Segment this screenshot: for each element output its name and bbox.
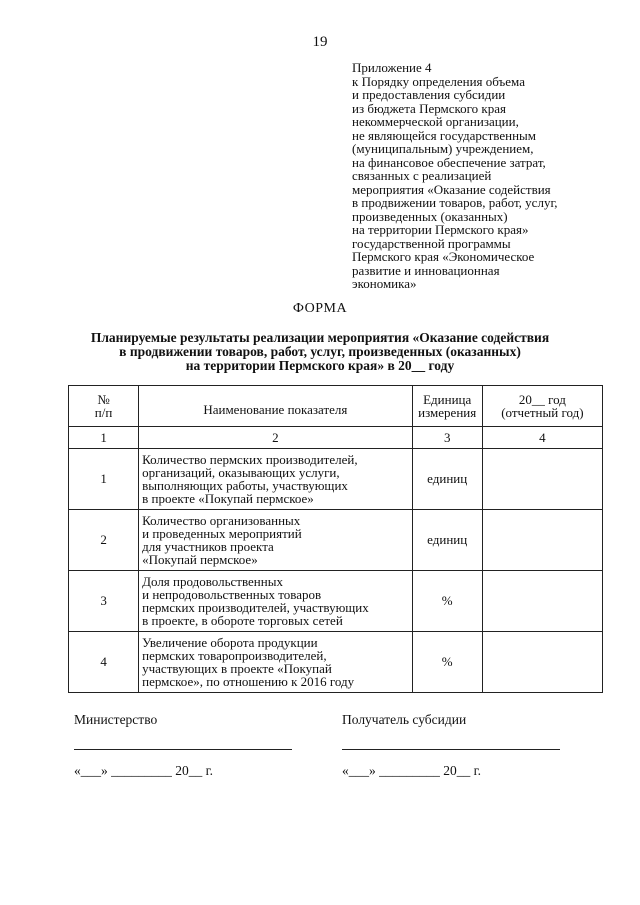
indicator-name [139,632,413,693]
column-number: 3 [412,427,482,449]
title-line: на территории Пермского края» в 20__ году [185,358,455,373]
unit-cell: % [412,632,482,693]
table-row [69,510,603,571]
table-row [69,571,603,632]
recipient-date: «___» _________ 20__ г. [342,763,482,778]
indicator-line: Увеличение оборота продукции [142,635,318,650]
header-year-line1: 20__ год [518,392,566,407]
appendix-line: государственной программы [352,235,511,251]
appendix-heading [352,61,612,291]
indicator-line: Доля продовольственных [142,574,283,589]
indicator-line: выполняющих работы, участвующих [142,478,348,493]
indicator-name [139,571,413,632]
indicator-name [139,510,413,571]
title-line: Планируемые результаты реализации мероприятия «Оказание содействия [90,330,550,345]
ministry-label: Министерство [74,712,158,727]
header-num-line2: п/п [94,405,113,420]
appendix-line: (муниципальным) учреждением, [352,141,534,156]
appendix-line: Приложение 4 [352,60,432,75]
row-number: 3 [69,571,139,632]
header-num [69,386,139,427]
unit-cell: единиц [412,449,482,510]
column-number: 2 [139,427,413,449]
indicator-line: Количество пермских производителей, [142,452,358,467]
appendix-line: к Порядку определения объема [352,73,525,89]
unit-cell: % [412,571,482,632]
column-number-row [69,427,603,449]
header-unit [412,386,482,427]
appendix-line: некоммерческой организации, [352,114,519,129]
indicator-line: пермское», по отношению к 2016 году [142,674,355,689]
results-table [68,385,603,693]
appendix-line: произведенных (оказанных) [352,208,508,224]
value-cell[interactable] [482,632,602,693]
appendix-line: мероприятия «Оказание содействия [352,181,551,197]
indicator-line: Количество организованных [142,513,301,528]
header-unit-line1: Единица [423,392,472,407]
indicator-line: участвующих в проекте «Покупай [142,661,332,676]
row-number: 2 [69,510,139,571]
page-number: 19 [312,34,328,50]
indicator-line: для участников проекта [142,539,274,554]
indicator-line: пермских товаропроизводителей, [142,648,327,663]
value-cell[interactable] [482,510,602,571]
title-line: в продвижении товаров, работ, услуг, произведенных (оказанных) [119,344,521,359]
column-number: 1 [69,427,139,449]
row-number: 4 [69,632,139,693]
indicator-line: в проекте «Покупай пермское» [142,491,314,506]
appendix-line: и предоставления субсидии [352,87,506,102]
unit-cell: единиц [412,510,482,571]
indicator-line: «Покупай пермское» [142,552,258,567]
header-year-line2: (отчетный год) [501,405,584,420]
indicator-line: и проведенных мероприятий [142,526,302,541]
indicator-line: организаций, оказывающих услуги, [142,465,340,480]
indicator-line: пермских производителей, участвующих [142,600,369,615]
row-number: 1 [69,449,139,510]
appendix-line: связанных с реализацией [352,168,492,183]
column-number: 4 [482,427,602,449]
value-cell[interactable] [482,449,602,510]
appendix-line: из бюджета Пермского края [352,100,507,116]
appendix-line: в продвижении товаров, работ, услуг, [352,195,558,210]
indicator-name [139,449,413,510]
appendix-line: на территории Пермского края» [352,222,529,237]
appendix-line: Пермского края «Экономическое [352,249,535,264]
indicator-line: в проекте, в обороте торговых сетей [142,613,343,628]
appendix-line: экономика» [352,276,417,291]
table-row [69,632,603,693]
ministry-date: «___» _________ 20__ г. [74,763,214,778]
table-header-row [69,386,603,427]
indicator-line: и непродовольственных товаров [142,587,322,602]
appendix-line: на финансовое обеспечение затрат, [352,154,546,170]
header-num-line1: № [97,392,110,407]
header-name: Наименование показателя [139,386,413,427]
appendix-line: развитие и инновационная [352,262,500,278]
form-label: ФОРМА [292,301,348,316]
document-title [60,331,580,373]
recipient-signature-line[interactable] [342,749,560,750]
header-unit-line2: измерения [418,405,477,420]
table-row [69,449,603,510]
value-cell[interactable] [482,571,602,632]
header-year [482,386,602,427]
recipient-label: Получатель субсидии [342,712,467,727]
ministry-signature-line[interactable] [74,749,292,750]
appendix-line: не являющейся государственным [352,127,536,143]
